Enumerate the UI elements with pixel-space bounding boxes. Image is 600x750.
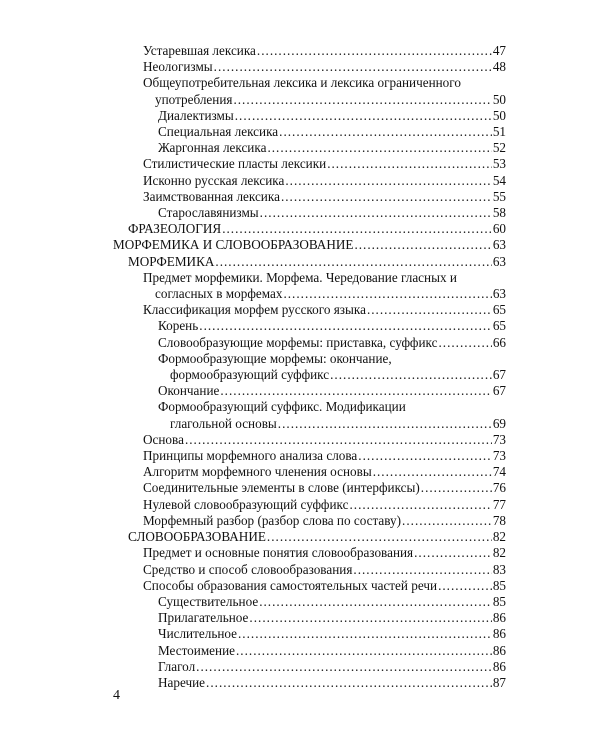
dot-leader bbox=[373, 464, 492, 480]
toc-entry-title: Корень bbox=[158, 318, 199, 334]
toc-entry bbox=[113, 351, 506, 383]
toc-entry-page: 82 bbox=[492, 529, 506, 545]
dot-leader bbox=[438, 578, 492, 594]
toc-entry-page: 83 bbox=[492, 561, 506, 577]
toc-entry-page: 69 bbox=[492, 415, 506, 431]
toc-entry-title-line: Общеупотребительная лексика и лексика ограниченного bbox=[143, 75, 461, 91]
toc-entry-title: СЛОВООБРАЗОВАНИЕ bbox=[128, 529, 266, 545]
toc-entry bbox=[113, 75, 506, 107]
toc-entry-page: 58 bbox=[492, 205, 506, 221]
toc-entry-page: 65 bbox=[492, 318, 506, 334]
toc-entry-last-line bbox=[143, 92, 506, 108]
dot-leader bbox=[349, 497, 491, 513]
toc-entry-page: 86 bbox=[492, 626, 506, 642]
toc-entry-page: 77 bbox=[492, 496, 506, 512]
dot-leader bbox=[199, 318, 492, 334]
toc-entry-page: 74 bbox=[492, 464, 506, 480]
toc-entry-page: 63 bbox=[492, 237, 506, 253]
toc-entry bbox=[113, 399, 506, 431]
toc-entry-title: Средство и способ словообразования bbox=[143, 561, 353, 577]
toc-entry-page: 85 bbox=[492, 577, 506, 593]
toc-entry-page: 60 bbox=[492, 221, 506, 237]
toc-entry-title: Специальная лексика bbox=[158, 124, 279, 140]
toc-entry-page: 51 bbox=[492, 124, 506, 140]
dot-leader bbox=[283, 286, 491, 302]
toc-entry-page: 63 bbox=[492, 286, 506, 302]
toc-entry-title: МОРФЕМИКА bbox=[128, 253, 215, 269]
dot-leader bbox=[414, 545, 492, 561]
toc-entry bbox=[113, 643, 506, 659]
toc-entry-last-line bbox=[158, 367, 506, 383]
toc-entry-page: 63 bbox=[492, 253, 506, 269]
dot-leader bbox=[249, 610, 491, 626]
toc-entry-last-line bbox=[143, 286, 506, 302]
toc-entry-page: 78 bbox=[492, 512, 506, 528]
table-of-contents bbox=[113, 43, 506, 691]
toc-entry-title: Существительное bbox=[158, 593, 259, 609]
page-number: 4 bbox=[113, 688, 120, 703]
toc-entry-page: 67 bbox=[492, 367, 506, 383]
toc-entry bbox=[113, 529, 506, 545]
toc-entry-page: 50 bbox=[492, 91, 506, 107]
toc-entry-page: 85 bbox=[492, 593, 506, 609]
dot-leader bbox=[220, 383, 491, 399]
toc-entry-page: 76 bbox=[492, 480, 506, 496]
dot-leader bbox=[421, 480, 492, 496]
toc-entry-page: 86 bbox=[492, 610, 506, 626]
toc-entry bbox=[113, 173, 506, 189]
toc-entry-page: 67 bbox=[492, 383, 506, 399]
dot-leader bbox=[279, 124, 492, 140]
toc-entry-title-line: согласных в морфемах bbox=[155, 286, 283, 302]
toc-entry bbox=[113, 270, 506, 302]
toc-entry-page: 86 bbox=[492, 658, 506, 674]
dot-leader bbox=[235, 108, 492, 124]
toc-entry bbox=[113, 497, 506, 513]
dot-leader bbox=[236, 643, 492, 659]
toc-entry bbox=[113, 594, 506, 610]
dot-leader bbox=[257, 43, 492, 59]
toc-entry-title: Старославянизмы bbox=[158, 205, 259, 221]
toc-entry bbox=[113, 189, 506, 205]
toc-entry-page: 47 bbox=[492, 43, 506, 58]
toc-entry bbox=[113, 205, 506, 221]
toc-entry-page: 66 bbox=[492, 334, 506, 350]
toc-entry-title: Классификация морфем русского языка bbox=[143, 302, 366, 318]
dot-leader bbox=[267, 529, 492, 545]
dot-leader bbox=[185, 432, 492, 448]
dot-leader bbox=[330, 367, 492, 383]
toc-entry-title: Стилистические пласты лексики bbox=[143, 156, 327, 172]
dot-leader bbox=[327, 156, 492, 172]
dot-leader bbox=[281, 189, 492, 205]
toc-entry bbox=[113, 124, 506, 140]
dot-leader bbox=[278, 416, 492, 432]
toc-entry-title: Устаревшая лексика bbox=[143, 43, 256, 58]
dot-leader bbox=[214, 59, 492, 75]
toc-entry bbox=[113, 318, 506, 334]
toc-entry bbox=[113, 335, 506, 351]
toc-entry-title: Наречие bbox=[158, 674, 206, 690]
toc-entry bbox=[113, 43, 506, 59]
toc-entry bbox=[113, 448, 506, 464]
toc-entry bbox=[113, 59, 506, 75]
toc-entry-title: Соединительные элементы в слове (интерфиксы) bbox=[143, 480, 420, 496]
toc-entry-title: Способы образования самостоятельных частей речи bbox=[143, 577, 438, 593]
toc-entry-title: Жаргонная лексика bbox=[158, 140, 267, 156]
dot-leader bbox=[367, 302, 492, 318]
toc-entry-title: Исконно русская лексика bbox=[143, 172, 285, 188]
toc-entry bbox=[113, 480, 506, 496]
toc-entry-title-line: формообразующий суффикс bbox=[170, 367, 330, 383]
toc-entry bbox=[113, 659, 506, 675]
toc-entry bbox=[113, 545, 506, 561]
toc-entry bbox=[113, 156, 506, 172]
toc-entry bbox=[113, 254, 506, 270]
toc-entry-title: Принципы морфемного анализа слова bbox=[143, 448, 358, 464]
dot-leader bbox=[259, 594, 492, 610]
toc-entry bbox=[113, 140, 506, 156]
toc-entry bbox=[113, 221, 506, 237]
dot-leader bbox=[222, 221, 492, 237]
toc-entry-title-line: Формообразующие морфемы: окончание, bbox=[158, 350, 392, 366]
toc-entry-page: 87 bbox=[492, 674, 506, 690]
toc-entry bbox=[113, 383, 506, 399]
toc-entry-last-line bbox=[158, 416, 506, 432]
dot-leader bbox=[260, 205, 492, 221]
toc-entry-title: Диалектизмы bbox=[158, 107, 234, 123]
dot-leader bbox=[233, 92, 491, 108]
toc-entry-title-line: глагольной основы bbox=[170, 415, 277, 431]
toc-entry bbox=[113, 675, 506, 691]
toc-entry-title-line: употребления bbox=[155, 91, 233, 107]
toc-entry bbox=[113, 626, 506, 642]
toc-entry bbox=[113, 237, 506, 253]
dot-leader bbox=[438, 335, 491, 351]
toc-entry-title: Глагол bbox=[158, 658, 196, 674]
dot-leader bbox=[354, 237, 491, 253]
toc-entry-page: 52 bbox=[492, 140, 506, 156]
toc-entry-title: Основа bbox=[143, 431, 184, 447]
toc-entry-page: 73 bbox=[492, 431, 506, 447]
toc-entry-page: 73 bbox=[492, 448, 506, 464]
dot-leader bbox=[358, 448, 492, 464]
toc-entry bbox=[113, 562, 506, 578]
toc-entry-page: 54 bbox=[492, 172, 506, 188]
toc-entry-title: Заимствованная лексика bbox=[143, 188, 280, 204]
toc-entry-title: Словообразующие морфемы: приставка, суффикс bbox=[158, 334, 438, 350]
dot-leader bbox=[267, 140, 491, 156]
toc-entry bbox=[113, 432, 506, 448]
toc-entry bbox=[113, 610, 506, 626]
toc-entry-title: Алгоритм морфемного членения основы bbox=[143, 464, 372, 480]
toc-entry-title: Морфемный разбор (разбор слова по составу) bbox=[143, 512, 402, 528]
toc-entry-title: Предмет и основные понятия словообразования bbox=[143, 545, 414, 561]
toc-entry-page: 50 bbox=[492, 107, 506, 123]
toc-entry bbox=[113, 513, 506, 529]
toc-entry-title-line: Формообразующий суффикс. Модификации bbox=[158, 399, 406, 415]
dot-leader bbox=[206, 675, 492, 691]
dot-leader bbox=[285, 173, 491, 189]
toc-entry-page: 82 bbox=[492, 545, 506, 561]
toc-entry bbox=[113, 302, 506, 318]
toc-entry-title-line: Предмет морфемики. Морфема. Чередование гласных и bbox=[143, 269, 457, 285]
toc-entry bbox=[113, 464, 506, 480]
dot-leader bbox=[215, 254, 491, 270]
dot-leader bbox=[402, 513, 492, 529]
toc-entry-page: 48 bbox=[492, 59, 506, 75]
toc-entry-page: 86 bbox=[492, 642, 506, 658]
toc-entry-page: 55 bbox=[492, 188, 506, 204]
dot-leader bbox=[196, 659, 492, 675]
toc-entry-title: Неологизмы bbox=[143, 59, 213, 75]
toc-entry-title: Числительное bbox=[158, 626, 237, 642]
dot-leader bbox=[238, 626, 492, 642]
toc-entry bbox=[113, 108, 506, 124]
toc-entry-title: Местоимение bbox=[158, 642, 235, 658]
toc-entry bbox=[113, 578, 506, 594]
toc-entry-page: 53 bbox=[492, 156, 506, 172]
toc-entry-title: МОРФЕМИКА И СЛОВООБРАЗОВАНИЕ bbox=[113, 237, 354, 253]
toc-entry-page: 65 bbox=[492, 302, 506, 318]
toc-entry-title: Нулевой словообразующий суффикс bbox=[143, 496, 349, 512]
toc-entry-title: ФРАЗЕОЛОГИЯ bbox=[128, 221, 222, 237]
dot-leader bbox=[353, 562, 491, 578]
toc-entry-title: Прилагательное bbox=[158, 610, 249, 626]
toc-entry-title: Окончание bbox=[158, 383, 220, 399]
